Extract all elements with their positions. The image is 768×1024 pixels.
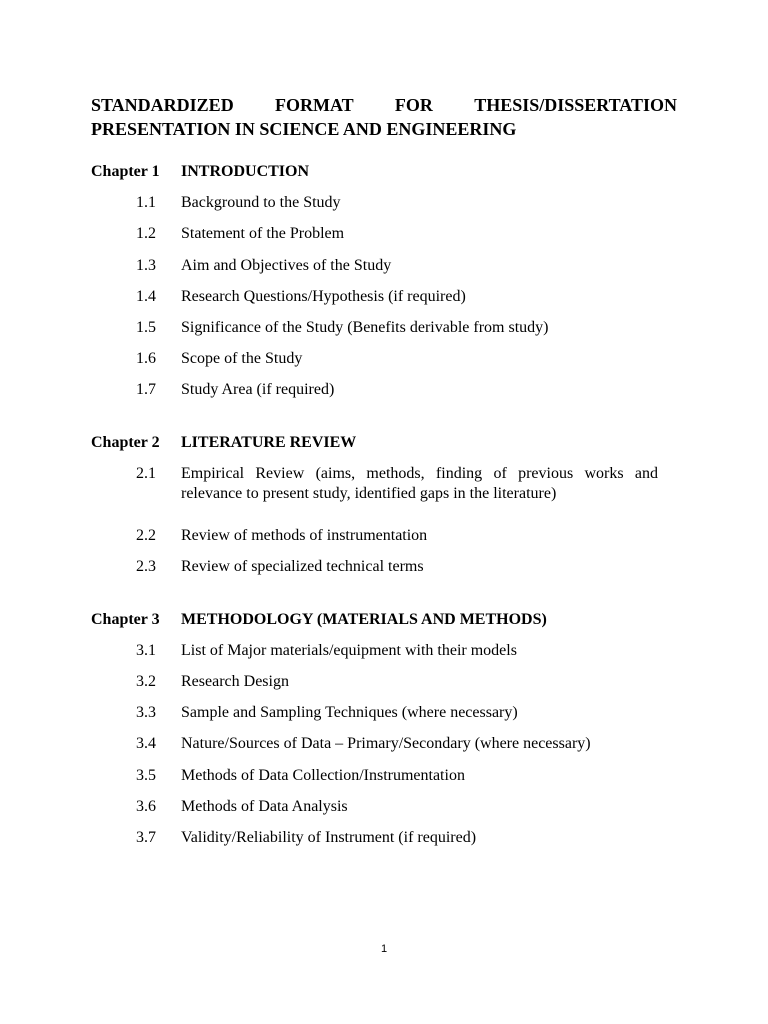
title-word: FOR: [394, 95, 433, 115]
title-word: FORMAT: [274, 95, 354, 115]
item-text: Research Design: [181, 673, 289, 690]
item-number: 3.3: [136, 704, 156, 721]
item-text: Statement of the Problem: [181, 225, 345, 242]
item-text: Study Area (if required): [181, 381, 335, 398]
item-number: 3.4: [136, 735, 156, 752]
item-text: Review of methods of instrumentation: [181, 527, 428, 544]
item-number: 3.5: [136, 767, 156, 784]
item-text: Validity/Reliability of Instrument (if required): [181, 829, 477, 846]
chapter-title: INTRODUCTION: [181, 163, 310, 180]
item-text: List of Major materials/equipment with their models: [181, 642, 517, 659]
item-text: Significance of the Study (Benefits derivable from study): [181, 319, 549, 336]
item-number: 1.2: [136, 225, 156, 242]
item-number: 2.1: [136, 465, 156, 482]
item-text: Research Questions/Hypothesis (if required): [181, 288, 466, 305]
page-number: 1: [380, 943, 388, 955]
item-number: 3.6: [136, 798, 156, 815]
item-number: 3.7: [136, 829, 156, 846]
item-text: Review of specialized technical terms: [181, 558, 424, 575]
chapter-label: Chapter 3: [91, 611, 160, 628]
title-word: THESIS/DISSERTATION: [474, 95, 677, 115]
item-number: 2.3: [136, 558, 156, 575]
item-text: Methods of Data Analysis: [181, 798, 348, 815]
item-text: Background to the Study: [181, 194, 341, 211]
item-number: 2.2: [136, 527, 156, 544]
item-number: 1.3: [136, 257, 156, 274]
title-word: STANDARDIZED: [91, 95, 234, 115]
item-text: Scope of the Study: [181, 350, 303, 367]
item-text: Sample and Sampling Techniques (where necessary): [181, 704, 518, 721]
chapter-label: Chapter 1: [91, 163, 160, 180]
item-text: Empirical Review (aims, methods, finding of previous works and relevance to present study, identified gaps in the literature): [181, 465, 658, 502]
item-text: Aim and Objectives of the Study: [181, 257, 392, 274]
item-number: 1.4: [136, 288, 156, 305]
item-number: 1.7: [136, 381, 156, 398]
chapter-title: LITERATURE REVIEW: [181, 434, 357, 451]
chapter-label: Chapter 2: [91, 434, 160, 451]
item-number: 3.2: [136, 673, 156, 690]
item-number: 3.1: [136, 642, 156, 659]
item-text: Nature/Sources of Data – Primary/Secondary (where necessary): [181, 735, 591, 752]
chapter-title: METHODOLOGY (MATERIALS AND METHODS): [181, 611, 547, 628]
document-title-line-2: PRESENTATION IN SCIENCE AND ENGINEERING: [91, 119, 517, 139]
item-number: 1.5: [136, 319, 156, 336]
item-text: Methods of Data Collection/Instrumentation: [181, 767, 465, 784]
document-title-line-1: [91, 93, 677, 117]
item-number: 1.1: [136, 194, 156, 211]
item-number: 1.6: [136, 350, 156, 367]
